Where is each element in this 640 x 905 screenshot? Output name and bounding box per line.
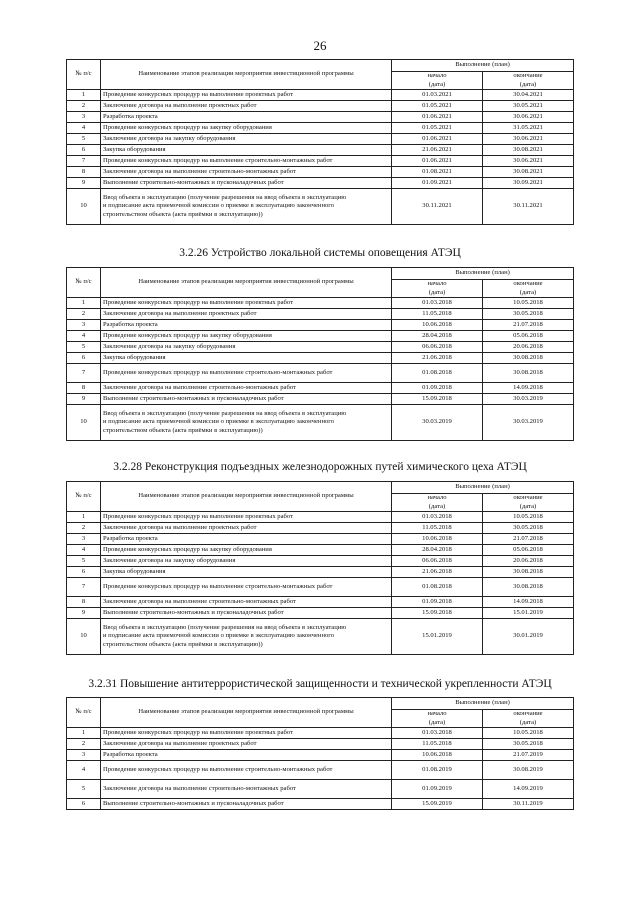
row-number: 5 (67, 556, 101, 567)
row-number: 6 (67, 799, 101, 810)
end-date: 30.08.2021 (483, 167, 574, 178)
end-date: 10.05.2018 (483, 298, 574, 309)
table-row (67, 134, 574, 145)
end-date: 30.08.2021 (483, 145, 574, 156)
row-number: 2 (67, 101, 101, 112)
table-row (67, 394, 574, 405)
start-date: 01.08.2018 (392, 578, 483, 597)
stage-name: Проведение конкурсных процедур на выполнение строительно-монтажных работ (101, 364, 392, 383)
start-date: 01.05.2021 (392, 101, 483, 112)
table-row (67, 750, 574, 761)
row-number: 1 (67, 298, 101, 309)
end-date: 31.05.2021 (483, 123, 574, 134)
end-date: 30.05.2018 (483, 309, 574, 320)
row-number: 4 (67, 331, 101, 342)
end-date: 30.09.2021 (483, 178, 574, 189)
row-number: 7 (67, 578, 101, 597)
plan-table-3-2-26 (66, 267, 574, 441)
table-row (67, 799, 574, 810)
end-date: 30.04.2021 (483, 90, 574, 101)
start-date: 01.08.2019 (392, 761, 483, 780)
end-date: 30.05.2018 (483, 523, 574, 534)
end-date: 14.09.2018 (483, 597, 574, 608)
start-date: 15.09.2018 (392, 608, 483, 619)
end-date: 20.06.2018 (483, 556, 574, 567)
stage-name: Проведение конкурсных процедур на выполнение проектных работ (101, 298, 392, 309)
start-date: 01.09.2018 (392, 383, 483, 394)
stage-name: Проведение конкурсных процедур на закупку оборудования (101, 545, 392, 556)
row-number: 9 (67, 608, 101, 619)
section-title-3-2-28: 3.2.28 Реконструкция подъездных железнодорожных путей химического цеха АТЭЦ (113, 461, 527, 473)
start-date: 11.05.2018 (392, 523, 483, 534)
plan-table-3-2-31 (66, 697, 574, 810)
start-date: 10.06.2018 (392, 534, 483, 545)
table-row (67, 545, 574, 556)
stage-name: Заключение договора на выполнение строительно-монтажных работ (101, 597, 392, 608)
row-number: 9 (67, 394, 101, 405)
stage-name: Закупка оборудования (101, 145, 392, 156)
row-number: 5 (67, 342, 101, 353)
table-row (67, 156, 574, 167)
table-row (67, 342, 574, 353)
end-date: 30.08.2018 (483, 353, 574, 364)
table-row (67, 145, 574, 156)
table-row (67, 90, 574, 101)
table-row (67, 578, 574, 597)
table-row (67, 101, 574, 112)
row-number: 10 (67, 405, 101, 441)
stage-name: Проведение конкурсных процедур на выполнение проектных работ (101, 728, 392, 739)
end-date: 30.01.2019 (483, 619, 574, 655)
end-date: 30.11.2021 (483, 189, 574, 225)
start-date: 01.09.2019 (392, 780, 483, 799)
start-date: 01.06.2021 (392, 112, 483, 123)
table-row (67, 780, 574, 799)
table-row (67, 556, 574, 567)
start-date: 21.06.2018 (392, 353, 483, 364)
end-date: 30.06.2021 (483, 156, 574, 167)
header-start: начало (дата) (392, 494, 483, 512)
table-row (67, 739, 574, 750)
end-date: 30.03.2019 (483, 394, 574, 405)
row-number: 3 (67, 320, 101, 331)
stage-name: Выполнение строительно-монтажных и пусконаладочных работ (101, 608, 392, 619)
end-date: 14.09.2019 (483, 780, 574, 799)
end-date: 30.05.2021 (483, 101, 574, 112)
end-date: 30.08.2019 (483, 761, 574, 780)
end-date: 30.08.2018 (483, 567, 574, 578)
start-date: 01.08.2018 (392, 364, 483, 383)
start-date: 15.09.2019 (392, 799, 483, 810)
header-end: окончание (дата) (483, 72, 574, 90)
start-date: 28.04.2018 (392, 331, 483, 342)
end-date: 20.06.2018 (483, 342, 574, 353)
header-exec: Выполнение (план) (392, 268, 574, 280)
header-num: № п/с (67, 698, 101, 728)
table-row (67, 383, 574, 394)
end-date: 21.07.2019 (483, 750, 574, 761)
plan-table-continued (66, 59, 574, 225)
start-date: 15.09.2018 (392, 394, 483, 405)
table-row (67, 353, 574, 364)
row-number: 7 (67, 156, 101, 167)
row-number: 4 (67, 123, 101, 134)
stage-name: Выполнение строительно-монтажных и пусконаладочных работ (101, 799, 392, 810)
header-start: начало (дата) (392, 280, 483, 298)
start-date: 01.05.2021 (392, 123, 483, 134)
end-date: 14.09.2018 (483, 383, 574, 394)
header-end: окончание (дата) (483, 280, 574, 298)
row-number: 3 (67, 750, 101, 761)
end-date: 05.06.2018 (483, 331, 574, 342)
end-date: 30.08.2018 (483, 578, 574, 597)
end-date: 05.06.2018 (483, 545, 574, 556)
header-name: Наименование этапов реализации мероприятия инвестиционной программы (101, 698, 392, 728)
table-row (67, 619, 574, 655)
stage-name: Выполнение строительно-монтажных и пусконаладочных работ (101, 394, 392, 405)
stage-name: Разработка проекта (101, 112, 392, 123)
row-number: 9 (67, 178, 101, 189)
header-num: № п/с (67, 268, 101, 298)
header-num: № п/с (67, 482, 101, 512)
row-number: 8 (67, 167, 101, 178)
end-date: 21.07.2018 (483, 320, 574, 331)
start-date: 01.09.2021 (392, 178, 483, 189)
start-date: 11.05.2018 (392, 309, 483, 320)
table-row (67, 178, 574, 189)
stage-name: Заключение договора на закупку оборудования (101, 556, 392, 567)
table-row (67, 331, 574, 342)
start-date: 15.01.2019 (392, 619, 483, 655)
row-number: 10 (67, 619, 101, 655)
row-number: 1 (67, 728, 101, 739)
header-start: начало (дата) (392, 710, 483, 728)
header-start: начало (дата) (392, 72, 483, 90)
header-name: Наименование этапов реализации мероприятия инвестиционной программы (101, 268, 392, 298)
header-num: № п/с (67, 60, 101, 90)
stage-name: Закупка оборудования (101, 353, 392, 364)
start-date: 28.04.2018 (392, 545, 483, 556)
start-date: 06.06.2018 (392, 342, 483, 353)
stage-name: Заключение договора на закупку оборудования (101, 134, 392, 145)
end-date: 15.01.2019 (483, 608, 574, 619)
table-row (67, 405, 574, 441)
end-date: 10.05.2018 (483, 728, 574, 739)
start-date: 21.06.2021 (392, 145, 483, 156)
plan-table-3-2-28 (66, 481, 574, 655)
end-date: 30.05.2018 (483, 739, 574, 750)
stage-name: Ввод объекта в эксплуатацию (получение разрешения на ввод объекта в эксплуатацию и подписание акта приемочной комиссии о приемке в эксплуатацию законченного строительством объекта (акта приёмки в эксплуатацию)) (101, 189, 392, 225)
start-date: 01.03.2018 (392, 298, 483, 309)
stage-name: Разработка проекта (101, 320, 392, 331)
start-date: 30.03.2019 (392, 405, 483, 441)
header-name: Наименование этапов реализации мероприятия инвестиционной программы (101, 60, 392, 90)
start-date: 06.06.2018 (392, 556, 483, 567)
start-date: 01.06.2021 (392, 134, 483, 145)
stage-name: Заключение договора на выполнение проектных работ (101, 309, 392, 320)
table-row (67, 597, 574, 608)
table-row (67, 112, 574, 123)
table-row (67, 608, 574, 619)
stage-name: Закупка оборудования (101, 567, 392, 578)
end-date: 21.07.2018 (483, 534, 574, 545)
table-row (67, 189, 574, 225)
stage-name: Проведение конкурсных процедур на выполнение строительно-монтажных работ (101, 761, 392, 780)
row-number: 1 (67, 512, 101, 523)
stage-name: Выполнение строительно-монтажных и пусконаладочных работ (101, 178, 392, 189)
stage-name: Проведение конкурсных процедур на выполнение проектных работ (101, 90, 392, 101)
row-number: 4 (67, 761, 101, 780)
stage-name: Заключение договора на выполнение строительно-монтажных работ (101, 167, 392, 178)
table-row (67, 298, 574, 309)
row-number: 2 (67, 309, 101, 320)
row-number: 2 (67, 739, 101, 750)
stage-name: Проведение конкурсных процедур на закупку оборудования (101, 331, 392, 342)
start-date: 30.11.2021 (392, 189, 483, 225)
start-date: 01.03.2021 (392, 90, 483, 101)
stage-name: Проведение конкурсных процедур на выполнение строительно-монтажных работ (101, 578, 392, 597)
row-number: 6 (67, 567, 101, 578)
row-number: 3 (67, 534, 101, 545)
end-date: 30.11.2019 (483, 799, 574, 810)
table-row (67, 728, 574, 739)
table-row (67, 512, 574, 523)
stage-name: Ввод объекта в эксплуатацию (получение разрешения на ввод объекта в эксплуатацию и подписание акта приемочной комиссии о приемке в эксплуатацию законченного строительством объекта (акта приёмки в эксплуатацию)) (101, 619, 392, 655)
start-date: 01.03.2018 (392, 728, 483, 739)
section-title-3-2-26: 3.2.26 Устройство локальной системы оповещения АТЭЦ (179, 247, 461, 259)
table-row (67, 523, 574, 534)
end-date: 30.06.2021 (483, 112, 574, 123)
end-date: 30.06.2021 (483, 134, 574, 145)
end-date: 30.08.2018 (483, 364, 574, 383)
stage-name: Проведение конкурсных процедур на выполнение проектных работ (101, 512, 392, 523)
table-row (67, 364, 574, 383)
header-name: Наименование этапов реализации мероприятия инвестиционной программы (101, 482, 392, 512)
row-number: 3 (67, 112, 101, 123)
table-row (67, 567, 574, 578)
row-number: 1 (67, 90, 101, 101)
stage-name: Заключение договора на выполнение проектных работ (101, 523, 392, 534)
table-row (67, 309, 574, 320)
start-date: 11.05.2018 (392, 739, 483, 750)
table-row (67, 320, 574, 331)
row-number: 4 (67, 545, 101, 556)
stage-name: Заключение договора на выполнение строительно-монтажных работ (101, 780, 392, 799)
end-date: 30.03.2019 (483, 405, 574, 441)
stage-name: Разработка проекта (101, 750, 392, 761)
stage-name: Заключение договора на закупку оборудования (101, 342, 392, 353)
start-date: 01.03.2018 (392, 512, 483, 523)
row-number: 8 (67, 383, 101, 394)
page-number: 26 (313, 38, 327, 53)
stage-name: Заключение договора на выполнение строительно-монтажных работ (101, 383, 392, 394)
start-date: 10.06.2018 (392, 750, 483, 761)
table-row (67, 534, 574, 545)
stage-name: Проведение конкурсных процедур на закупку оборудования (101, 123, 392, 134)
row-number: 2 (67, 523, 101, 534)
row-number: 5 (67, 780, 101, 799)
section-title-3-2-31: 3.2.31 Повышение антитеррористической защищенности и технической укрепленности АТЭЦ (88, 678, 552, 690)
table-row (67, 761, 574, 780)
start-date: 10.06.2018 (392, 320, 483, 331)
stage-name: Проведение конкурсных процедур на выполнение строительно-монтажных работ (101, 156, 392, 167)
row-number: 10 (67, 189, 101, 225)
table-row (67, 167, 574, 178)
start-date: 21.06.2018 (392, 567, 483, 578)
stage-name: Заключение договора на выполнение проектных работ (101, 739, 392, 750)
stage-name: Заключение договора на выполнение проектных работ (101, 101, 392, 112)
start-date: 01.06.2021 (392, 156, 483, 167)
header-exec: Выполнение (план) (392, 698, 574, 710)
row-number: 6 (67, 145, 101, 156)
start-date: 01.09.2018 (392, 597, 483, 608)
header-exec: Выполнение (план) (392, 482, 574, 494)
table-row (67, 123, 574, 134)
header-exec: Выполнение (план) (392, 60, 574, 72)
row-number: 8 (67, 597, 101, 608)
row-number: 5 (67, 134, 101, 145)
start-date: 01.08.2021 (392, 167, 483, 178)
stage-name: Ввод объекта в эксплуатацию (получение разрешения на ввод объекта в эксплуатацию и подписание акта приемочной комиссии о приемке в эксплуатацию законченного строительством объекта (акта приёмки в эксплуатацию)) (101, 405, 392, 441)
row-number: 7 (67, 364, 101, 383)
row-number: 6 (67, 353, 101, 364)
stage-name: Разработка проекта (101, 534, 392, 545)
header-end: окончание (дата) (483, 494, 574, 512)
end-date: 10.05.2018 (483, 512, 574, 523)
header-end: окончание (дата) (483, 710, 574, 728)
